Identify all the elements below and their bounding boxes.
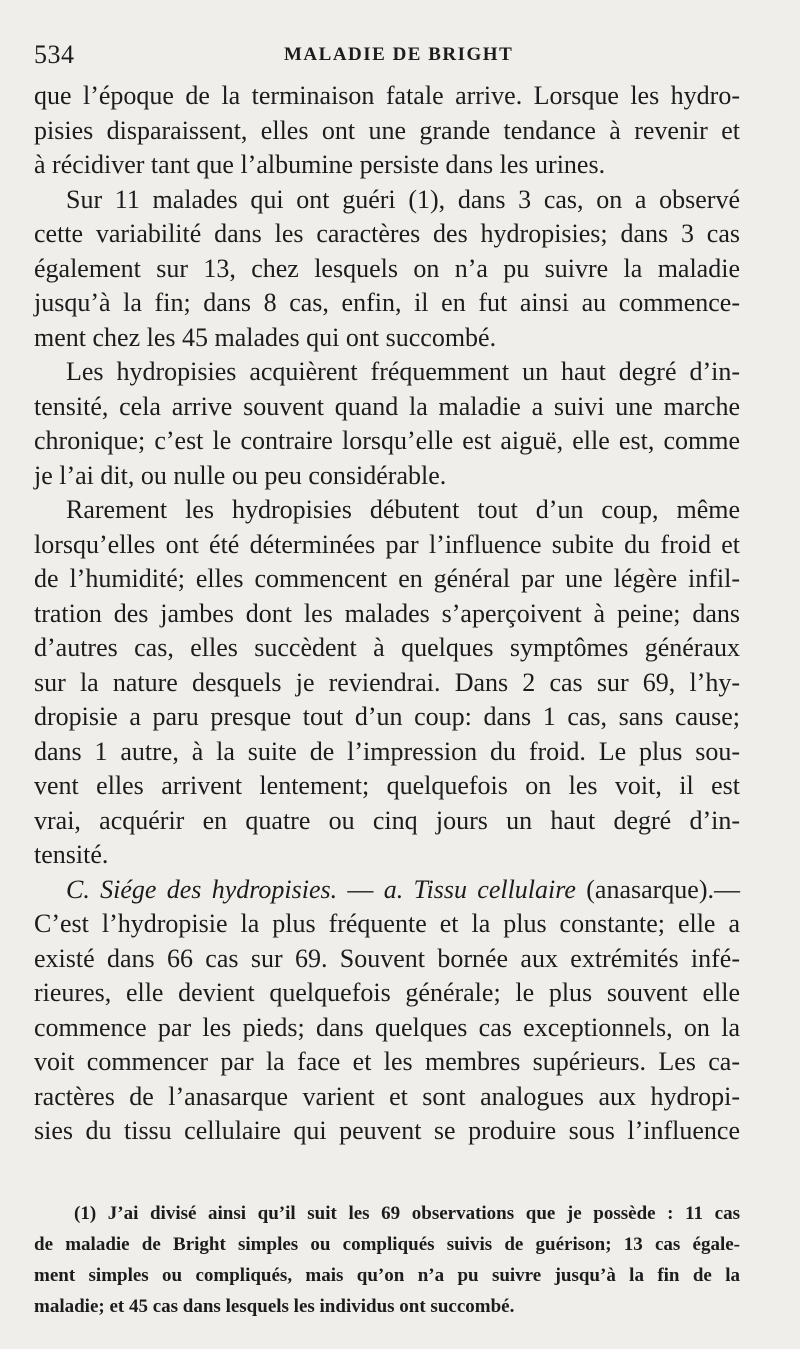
text-line: à récidiver tant que l’albumine persiste dans les urines. [34,150,606,179]
text-line: ractères de l’anasarque varient et sont analogues aux hydropi- [34,1081,740,1111]
footnote [34,1198,740,1322]
text-line: tensité, cela arrive souvent quand la maladie a suivi une marche [34,391,740,421]
text-line: d’autres cas, elles succèdent à quelques symptômes généraux [34,633,740,662]
text-line: Les hydropisies acquièrent fréquemment un haut degré d’in- [66,357,740,386]
text-line: je l’ai dit, ou nulle ou peu considérable. [34,460,447,490]
text-line: ment chez les 45 malades qui ont succombé. [34,322,497,352]
page-number: 534 [34,40,75,69]
text-line: sur la nature desquels je reviendrai. Dans 2 cas sur 69, l’hy- [34,667,740,697]
footnote-line: ment simples ou compliqués, mais qu’on n’a pu suivre jusqu’à la fin de la [34,1265,740,1286]
text-line: dans 1 autre, à la suite de l’impression du froid. Le plus sou- [34,736,740,766]
footnote-line: de maladie de Bright simples ou compliqués suivis de guérison; 13 cas égale- [34,1234,740,1255]
text-line: existé dans 66 cas sur 69. Souvent bornée aux extrémités infé- [34,943,740,973]
text-line: commence par les pieds; dans quelques cas exceptionnels, on la [34,1012,740,1042]
subsection-paren: (anasarque).— [586,874,741,904]
section-heading [34,873,740,908]
text-line: Sur 11 malades qui ont guéri (1), dans 3 cas, on a observé [66,184,740,214]
text-line: voit commencer par la face et les membres supérieurs. Les ca- [34,1047,740,1076]
text-line: vrai, acquérir en quatre ou cinq jours un haut degré d’in- [34,805,740,835]
text-line: que l’époque de la terminaison fatale arrive. Lorsque les hydro- [34,81,740,110]
text-line: Rarement les hydropisies débutent tout d’un coup, même [66,495,740,524]
text-line: rieures, elle devient quelquefois générale; le plus souvent elle [34,978,740,1007]
text-line: tration des jambes dont les malades s’aperçoivent à peine; dans [34,598,740,628]
text-line: sies du tissu cellulaire qui peuvent se produire sous l’influence [34,1116,740,1145]
text-line: jusqu’à la fin; dans 8 cas, enfin, il en fut ainsi au commence- [34,288,740,317]
text-line: de l’humidité; elles commencent en général par une légère infil- [34,564,740,593]
body-text [34,79,740,1149]
text-line: également sur 13, chez lesquels on n’a pu suivre la maladie [34,253,740,283]
page-header [34,40,744,74]
text-line: tensité. [34,840,109,869]
text-line: pisies disparaissent, elles ont une grande tendance à revenir et [34,115,740,145]
text-line: dropisie a paru presque tout d’un coup: dans 1 cas, sans cause; [34,702,740,731]
running-title: MALADIE DE BRIGHT [284,44,514,65]
footnote-line: (1) J’ai divisé ainsi qu’il suit les 69 observations que je possède : 11 cas [74,1203,740,1224]
section-title: Siége des hydropisies. [100,874,338,904]
text-line: cette variabilité dans les caractères des hydropisies; dans 3 cas [34,219,740,248]
text-line: vent elles arrivent lentement; quelquefois on les voit, il est [34,771,740,800]
text-line: lorsqu’elles ont été déterminées par l’influence subite du froid et [34,529,740,559]
text-line: chronique; c’est le contraire lorsqu’elle est aiguë, elle est, comme [34,426,740,455]
subsection-title: a. Tissu cellulaire [383,874,576,904]
footnote-line: maladie; et 45 cas dans lesquels les individus ont succombé. [34,1296,515,1317]
section-dash: — [347,874,374,904]
text-line: C’est l’hydropisie la plus fréquente et la plus constante; elle a [34,909,740,938]
section-letter: C. [66,874,90,904]
